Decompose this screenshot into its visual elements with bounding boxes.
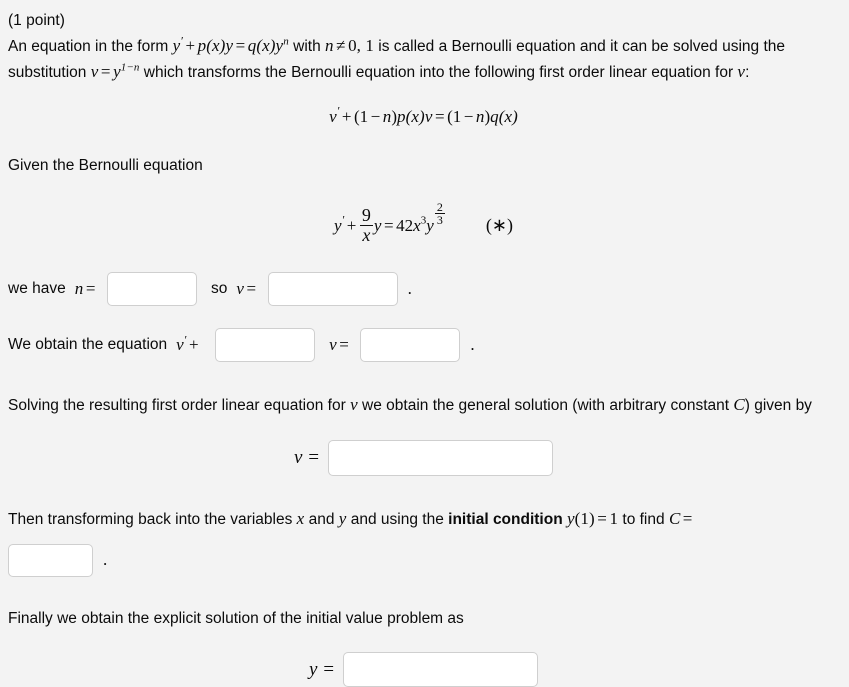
obtained-equals-sign: = [339,334,349,354]
tle-n2: n [475,107,485,127]
solving-paragraph [8,392,839,418]
general-solution-label: v = [293,446,320,468]
tle-prime: ′ [336,104,340,119]
initial-condition-equation: y(1) = 1 [567,508,619,528]
final-solution-y-label: y = [308,658,335,680]
transform-and: and [308,510,335,528]
v-equals-sign: = [246,278,257,298]
be-frac-numerator: 9 [361,205,371,226]
bernoulli-equation-display [8,200,839,246]
intro-paragraph [8,33,839,85]
so-label: so [210,279,228,297]
be-exp-numerator: 2 [436,199,443,214]
be-frac-denominator: x [360,225,373,245]
substitution-expression: $v = y^{1-n}$ [90,60,140,81]
transform-text-part3: to find [622,510,665,528]
tle-n: n [382,107,392,127]
tle-v2: v [424,107,433,127]
tle-minus: − [370,107,381,127]
tle-open-paren: ( [353,107,360,127]
solving-text-part3: ) given by [744,396,812,414]
n-substitution-row [8,272,839,306]
solving-var-v: v [350,394,358,414]
we-obtain-label: We obtain the equation [8,335,168,353]
be-y2: y [373,215,382,235]
n-value-input[interactable] [107,272,197,306]
intro-colon: : [745,63,750,81]
v-prime-symbol: v′ [176,332,187,354]
be-prime: ′ [341,212,345,227]
equation-tag: (∗) [485,214,513,235]
obtained-plus-sign: + [189,334,199,354]
n-symbol-label: n [74,278,84,298]
be-equals: = [384,215,394,235]
be-x: x [413,215,421,235]
be-fraction-9-over-x [360,206,373,245]
transform-var-x: x [296,508,305,528]
final-solution-row [8,652,839,687]
tle-one: 1 [359,107,369,127]
find-constant-c: C [668,508,681,528]
general-bernoulli-form: $y' + p(x)y = q(x)y^n$ [172,33,289,55]
points-label: (1 point) [8,12,65,29]
tle-close-paren2: ) [484,107,491,127]
tle-q-of-x: q(x) [490,107,518,127]
n-row-period: . [407,278,412,298]
we-have-label: we have [8,279,66,297]
v-symbol-label: v [236,278,244,298]
obtained-v-symbol: v [329,334,337,354]
initial-condition-bold: initial condition [448,510,563,528]
solving-text-part1: Solving the resulting first order linear equation for [8,396,346,414]
n-condition: n ≠ 0, 1 [325,35,374,55]
be-y: y [333,215,342,235]
rhs-input[interactable] [360,328,460,362]
tle-p-of-x: p(x) [397,107,425,127]
coefficient-input[interactable] [215,328,315,362]
intro-text-part1: An equation in the form [8,37,169,55]
intro-text-part2: with [293,37,321,55]
tle-one2: 1 [452,107,462,127]
equation-row-period: . [470,334,475,354]
arbitrary-constant-c: C [733,394,745,414]
be-plus: + [346,215,357,235]
tle-equals: = [434,107,445,127]
c-value-row [8,544,839,577]
c-row-period: . [103,550,108,569]
v-substitution-input[interactable] [268,272,398,306]
variable-v: v [737,61,746,81]
be-x-power: 3 [420,214,427,227]
general-solution-input[interactable] [328,440,553,476]
transform-back-paragraph [8,506,839,532]
final-solution-label: Finally we obtain the explicit solution of the initial value problem as [8,609,464,627]
c-value-input[interactable] [8,544,93,577]
intro-text-part4: which transforms the Bernoulli equation into the following first order linear equation for [143,63,734,81]
tle-minus2: − [463,107,474,127]
obtained-equation-row [8,328,839,362]
final-solution-input[interactable] [343,652,538,687]
be-exponent-fraction [435,201,445,227]
tle-open-paren2: ( [447,107,453,127]
be-coefficient: 42 [396,215,414,235]
transform-text-part1: Then transforming back into the variables [8,510,293,528]
transformed-linear-equation [8,106,839,128]
n-equals-sign: = [85,278,96,298]
tle-v: v [329,107,337,127]
given-bernoulli-label: Given the Bernoulli equation [8,157,203,175]
intro-text-part3: is called a Bernoulli equation and it can be solved using the substitution [8,37,785,81]
be-exp-denominator: 3 [436,213,443,228]
tle-close-paren: ) [391,107,398,127]
solving-text-part2: we obtain the general solution (with arbitrary constant [362,396,730,414]
general-solution-row [8,440,839,476]
transform-var-y: y [338,508,347,528]
tle-plus: + [341,107,352,127]
be-y3: y [426,215,434,235]
transform-text-part2: and using the [350,510,444,528]
c-equals-sign: = [682,508,693,528]
